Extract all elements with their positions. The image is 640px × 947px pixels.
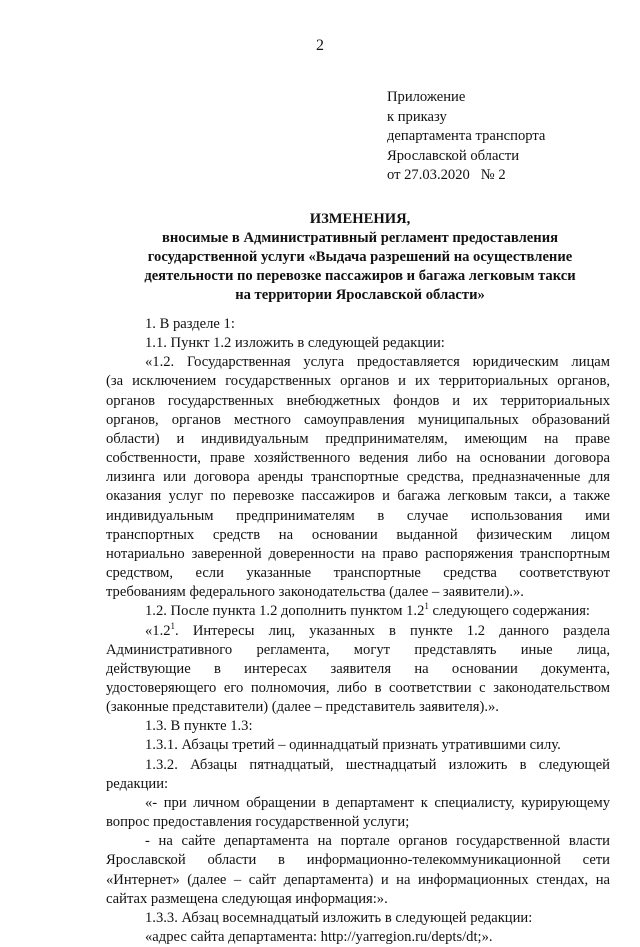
quoted-item-2 — [106, 832, 610, 909]
paragraph-1-3: 1.3. В пункте 1.3: — [145, 718, 253, 735]
paragraph-1-2-1-text — [106, 622, 610, 718]
heading-line: вносимые в Административный регламент предоставления — [161, 230, 558, 246]
paragraph-line: редакции: — [106, 775, 169, 792]
superscript: 1 — [424, 601, 429, 612]
paragraph-line: транспортных средств на основании выданной физическим лицом — [106, 526, 610, 543]
paragraph-line: 1.3.2. Абзацы пятнадцатый, шестнадцатый изложить в следующей — [145, 756, 610, 773]
website-address-line: «адрес сайта департамента: http://yarregion.ru/depts/dt;». — [145, 929, 493, 945]
paragraph-line: вопрос предоставления государственной услуги; — [106, 814, 410, 831]
paragraph-line: средством, если указанные транспортные средства соответствуют — [106, 565, 610, 582]
paragraph-line: собственности, праве хозяйственного ведения либо на основании договора — [106, 450, 610, 467]
appendix-block — [387, 88, 545, 186]
paragraph-line: требованиям федерального законодательства (далее – заявители).». — [106, 584, 524, 601]
appendix-line: департамента транспорта — [387, 128, 546, 144]
paragraph-line: (законные представители) (далее – представитель заявителя).». — [106, 699, 499, 716]
appendix-line: от 27.03.2020 № 2 — [387, 167, 506, 183]
paragraph-1-3-2 — [106, 756, 610, 794]
paragraph-line: удостоверяющего его полномочия, либо в соответствии с законодательством — [106, 679, 610, 696]
quoted-item-1 — [106, 794, 610, 832]
paragraph-line: индивидуальным предпринимателям в случае использования ими — [106, 507, 610, 524]
appendix-line: Ярославской области — [387, 147, 520, 164]
paragraph-1-2-text — [106, 353, 610, 602]
text-run: . Интересы лиц, указанных в пункте 1.2 данного раздела — [175, 622, 610, 639]
heading-title: ИЗМЕНЕНИЯ, — [309, 211, 411, 227]
heading-line: на территории Ярославской области» — [235, 287, 485, 303]
paragraph-line: «1.2. Государственная услуга предоставляется юридическим лицам — [145, 354, 610, 371]
page-number: 2 — [316, 37, 324, 54]
paragraph-line: оказания услуг по перевозке пассажиров и багажа легковым такси, а также — [106, 488, 610, 505]
appendix-line: Приложение — [387, 89, 466, 105]
paragraph-line: органов государственных внебюджетных фондов и их территориальных — [106, 392, 610, 409]
text-run: 1.2. После пункта 1.2 дополнить пунктом 1.2 — [145, 603, 425, 620]
paragraph-line: Ярославской области в информационно-телекоммуникационной сети — [106, 852, 610, 869]
paragraph-line — [106, 622, 610, 641]
paragraph-1-1: 1.1. Пункт 1.2 изложить в следующей редакции: — [145, 335, 445, 352]
text-run: «1.2 — [145, 622, 171, 639]
paragraph-line: действующие в интересах заявителя на основании документа, — [106, 660, 610, 677]
paragraph-line: «- при личном обращении в департамент к специалисту, курирующему — [145, 794, 610, 811]
text-run: следующего содержания: — [428, 603, 590, 620]
superscript: 1 — [170, 620, 176, 631]
paragraph-line: лизинга или договора аренды транспортные средства, предназначенные для — [106, 469, 610, 486]
heading-line: деятельности по перевозке пассажиров и багажа легковым такси — [144, 268, 576, 284]
document-heading — [100, 210, 620, 305]
paragraph-line: (за исключением государственных органов и их территориальных органов, — [106, 373, 610, 390]
document-body — [106, 315, 610, 947]
heading-line: государственной услуги «Выдача разрешений на осуществление — [147, 249, 573, 265]
paragraph-line: области) и индивидуальным предпринимателям, имеющим на праве — [106, 430, 610, 447]
paragraph-line: «Интернет» (далее – сайт департамента) и на информационных стендах, на — [106, 871, 610, 888]
appendix-line: к приказу — [387, 108, 447, 125]
paragraph-1-3-1: 1.3.1. Абзацы третий – одиннадцатый признать утратившими силу. — [145, 737, 561, 754]
paragraph-line: органов, органов местного самоуправления муниципальных образований — [106, 411, 610, 428]
paragraph-line: Административного регламента, могут представлять иные лица, — [106, 641, 610, 658]
paragraph-line: нотариально заверенной доверенности на право распоряжения транспортным — [106, 545, 610, 562]
paragraph-1: 1. В разделе 1: — [145, 316, 235, 332]
paragraph-line: - на сайте департамента на портале органов государственной власти — [145, 833, 610, 850]
paragraph-1-3-3: 1.3.3. Абзац восемнадцатый изложить в следующей редакции: — [145, 909, 533, 926]
paragraph-line: сайтах размещена следующая информация:». — [106, 890, 388, 907]
paragraph-1-2 — [106, 602, 610, 621]
